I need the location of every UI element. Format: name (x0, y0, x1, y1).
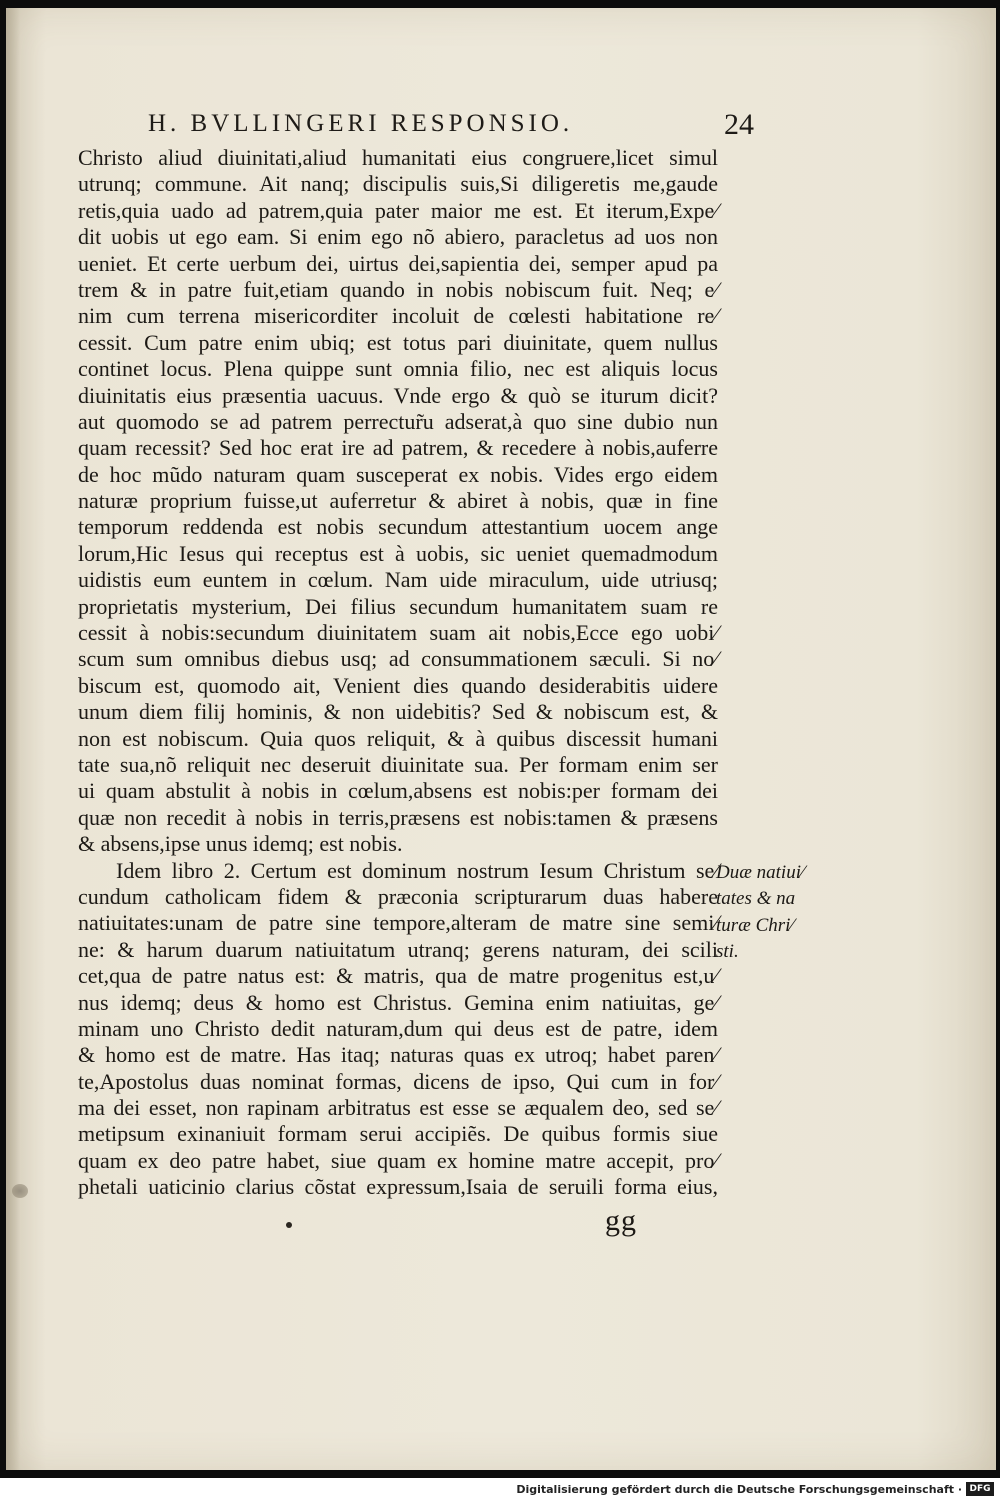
text-line: metipsum exinaniuit formam serui accipiẽs. De quibus formis siue (78, 1121, 718, 1147)
text-line: utrunq; commune. Ait nanq; discipulis suis,Si diligeretis me,gaude (78, 171, 718, 197)
text-line: natiuitates:unam de patre sine tempore,alteram de matre sine semi⁄ (78, 910, 718, 936)
text-line: retis,quia uado ad patrem,quia pater maior me est. Et iterum,Expe⁄ (78, 197, 718, 223)
text-line: Christo aliud diuinitati,aliud humanitati eius congruere,licet simul (78, 145, 718, 170)
body-text (78, 145, 718, 1201)
signature-mark: gg (605, 1204, 637, 1237)
text-line: continet locus. Plena quippe sunt omnia filio, nec est aliquis locus (78, 356, 718, 382)
funding-credit: Digitalisierung gefördert durch die Deutsche Forschungsgemeinschaft · (516, 1483, 962, 1496)
text-line: nim cum terrena misericorditer incoluit de cœlesti habitatione re⁄ (78, 303, 718, 329)
text-line: biscum est, quomodo ait, Venient dies quando desiderabitis uidere (78, 672, 718, 698)
text-line: cessit. Cum patre enim ubiq; est totus pari diuinitate, quem nullus (78, 329, 718, 355)
footer-bar (0, 1478, 1000, 1502)
text-line: quam ex deo patre habet, siue quam ex homine matre accepit, pro⁄ (78, 1147, 718, 1173)
text-line: cundum catholicam fidem & præconia scripturarum duas habere (78, 883, 718, 909)
text-line: ueniet. Et certe uerbum dei, uirtus dei,sapientia dei, semper apud pa (78, 250, 718, 276)
text-line: nus idemq; deus & homo est Christus. Gemina enim natiuitas, ge⁄ (78, 989, 718, 1015)
text-line: minam uno Christo dedit naturam,dum qui deus est de patre, idem (78, 1015, 718, 1041)
marginal-note (716, 860, 816, 966)
text-line: proprietatis mysterium, Dei filius secundum humanitatem suam re (78, 593, 718, 619)
text-line: diuinitatis eius præsentia uacuus. Vnde ergo & quò se iturum dicit? (78, 382, 718, 408)
text-line: dit uobis ut ego eam. Si enim ego nõ abiero, paracletus ad uos non (78, 224, 718, 250)
text-line: naturæ proprium fuisse,ut auferretur & abiret à nobis, quæ in fine (78, 488, 718, 514)
marginal-note-line: turæ Chri⁄ (716, 914, 794, 936)
ink-dot (286, 1222, 292, 1228)
text-line: trem & in patre fuit,etiam quando in nobis nobiscum fuit. Neq; e⁄ (78, 276, 718, 302)
text-line: ne: & harum duarum natiuitatum utranq; gerens naturam, dei scili (78, 936, 718, 962)
text-line: Idem libro 2. Certum est dominum nostrum Iesum Christum se⁄ (116, 857, 718, 883)
text-line: phetali uaticinio clarius cõstat expressum,Isaia de seruili forma eius, (78, 1174, 718, 1200)
text-line: unum diem filij hominis, & non uidebitis? Sed & nobiscum est, & (78, 699, 718, 725)
dfg-logo: DFG (966, 1482, 994, 1496)
page-number: 24 (724, 108, 754, 141)
text-line: & absens,ipse unus idemq; est nobis. (78, 831, 403, 857)
text-line: lorum,Hic Iesus qui receptus est à uobis, sic ueniet quemadmodum (78, 540, 718, 566)
page-header (148, 108, 768, 148)
text-line: non est nobiscum. Quia quos reliquit, & à quibus discessit humani (78, 725, 718, 751)
text-line: ma dei esset, non rapinam arbitratus est esse se æqualem deo, sed se⁄ (78, 1095, 718, 1121)
page-gutter-shadow (6, 8, 20, 1470)
text-line: temporum reddenda est nobis secundum attestantium uocem ange (78, 514, 718, 540)
text-line: scum sum omnibus diebus usq; ad consummationem sæculi. Si no⁄ (78, 646, 718, 672)
marginal-note-line: tates & na (716, 888, 796, 910)
text-line: uidistis eum euntem in cœlum. Nam uide miraculum, uide utriusq; (78, 567, 718, 593)
binding-hole-mark (12, 1184, 28, 1198)
text-line: & homo est de matre. Has itaq; naturas quas ex utroq; habet paren⁄ (78, 1042, 718, 1068)
text-line: tate sua,nõ reliquit nec deseruit diuinitate sua. Per formam enim ser (78, 751, 718, 777)
text-line: cet,qua de patre natus est: & matris, qua de matre progenitus est,u⁄ (78, 963, 718, 989)
text-line: cessit à nobis:secundum diuinitatem suam ait nobis,Ecce ego uobi⁄ (78, 620, 718, 646)
text-line: aut quomodo se ad patrem perrectur̃u adserat,à quo sine dubio nun (78, 408, 718, 434)
text-line: te,Apostolus duas nominat formas, dicens de ipso, Qui cum in for⁄ (78, 1068, 718, 1094)
text-line: quam recessit? Sed hoc erat ire ad patrem, & recedere à nobis,auferre (78, 435, 718, 461)
text-line: ui quam abstulit à nobis in cœlum,absens est nobis:per formam dei (78, 778, 718, 804)
marginal-note-line: sti. (716, 941, 739, 963)
marginal-note-line: Duæ natiui⁄ (716, 862, 805, 883)
text-line: de hoc mũdo naturam quam susceperat ex nobis. Vides ergo eidem (78, 461, 718, 487)
text-line: quæ non recedit à nobis in terris,præsens est nobis:tamen & præsens (78, 804, 718, 830)
running-title: H. BVLLINGERI RESPONSIO. (148, 110, 574, 137)
